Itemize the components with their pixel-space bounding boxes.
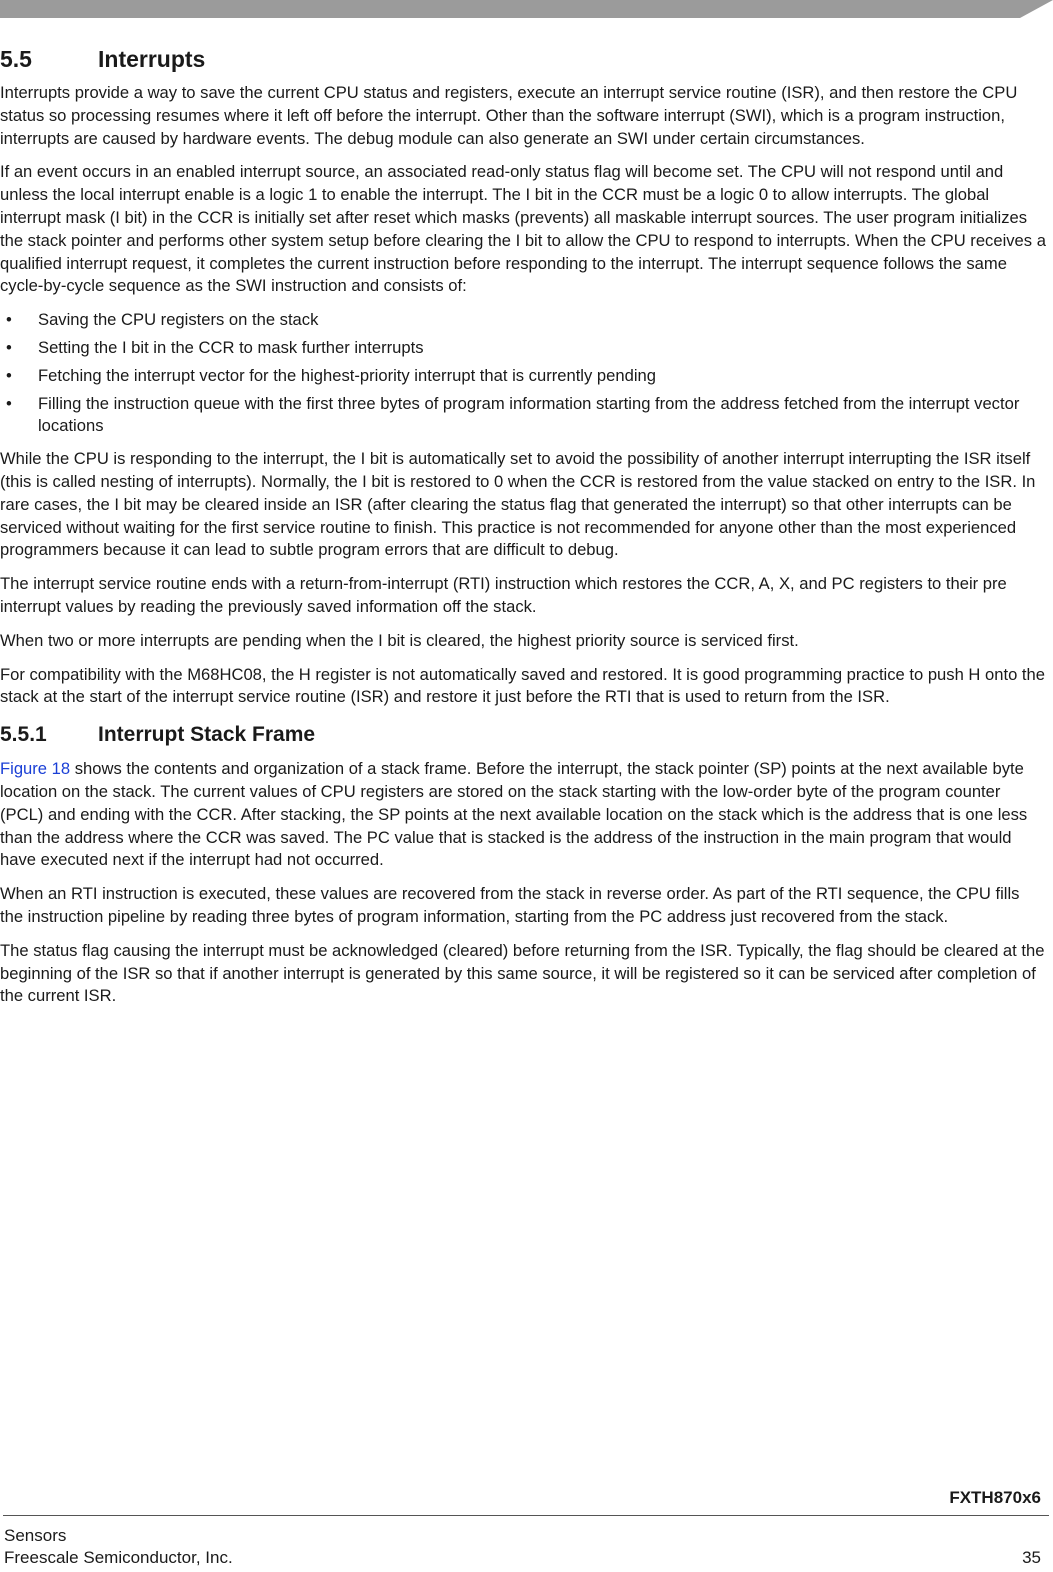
header-band <box>0 0 1053 20</box>
list-item <box>0 365 1046 388</box>
paragraph: When an RTI instruction is executed, these values are recovered from the stack in reverse order. As part of the RTI sequence, the CPU fills the instruction pipeline by reading three bytes of program information, starting from the PC address just recovered from the stack. <box>0 884 1020 926</box>
list-item-text: Setting the I bit in the CCR to mask further interrupts <box>38 337 424 357</box>
section-number: 5.5 <box>0 46 32 72</box>
list-item-text: Fetching the interrupt vector for the highest-priority interrupt that is currently pending <box>38 365 656 385</box>
footer-divider <box>3 1515 1049 1516</box>
bullet-icon: • <box>6 310 12 330</box>
section-title: Interrupts <box>98 46 206 72</box>
paragraph: For compatibility with the M68HC08, the H register is not automatically saved and restored. It is good programming practice to push H onto the stack at the start of the interrupt service routine (ISR) and restore it just before the RTI that is used to return from the ISR. <box>0 664 1045 707</box>
paragraph: While the CPU is responding to the interrupt, the I bit is automatically set to avoid the possibility of another interrupt interrupting the ISR itself (this is called nesting of interrupts). Normally, the I bit is restored to 0 when the CCR is restored from the value stacked on entry to the ISR. In rare cases, the I bit may be cleared inside an ISR (after clearing the status flag that generated the interrupt) so that other interrupts can be serviced without waiting for the first service routine to finish. This practice is not recommended for anyone other than the most experienced programmers because it can lead to subtle program errors that are difficult to debug. <box>0 449 1036 560</box>
paragraph: Interrupts provide a way to save the current CPU status and registers, execute an interrupt service routine (ISR), and then restore the CPU status so processing resumes where it left off before the interrupt. Other than the software interrupt (SWI), which is a program instruction, interrupts are caused by hardware events. The debug module can also generate an SWI under certain circumstances. <box>0 83 1018 148</box>
bullet-icon: • <box>6 365 12 385</box>
page-content <box>0 44 1046 1019</box>
subsection-number: 5.5.1 <box>0 723 47 747</box>
list-item-text: Filling the instruction queue with the first three bytes of program information starting from the address fetched from the interrupt vector locations <box>38 393 1020 436</box>
subsection-heading <box>0 721 1046 749</box>
section-heading <box>0 44 1046 74</box>
page-number: 35 <box>1022 1548 1041 1567</box>
subsection-title: Interrupt Stack Frame <box>98 723 316 747</box>
footer-company: Freescale Semiconductor, Inc. <box>4 1548 233 1567</box>
paragraph: When two or more interrupts are pending when the I bit is cleared, the highest priority source is serviced first. <box>0 630 799 650</box>
footer-category: Sensors <box>4 1526 67 1545</box>
paragraph: The interrupt service routine ends with a return-from-interrupt (RTI) instruction which restores the CCR, A, X, and PC registers to their pre interrupt values by reading the previously saved information off the stack. <box>0 574 1007 616</box>
list-item <box>0 393 1046 439</box>
list-item <box>0 337 1046 360</box>
paragraph <box>0 758 1046 872</box>
bullet-icon: • <box>6 337 12 357</box>
list-item-text: Saving the CPU registers on the stack <box>38 310 319 330</box>
bullet-list <box>0 309 1046 438</box>
paragraph: The status flag causing the interrupt must be acknowledged (cleared) before returning from the ISR. Typically, the flag should be cleared at the beginning of the ISR so that if another interrupt is generated by this same source, it will be registered so it can be serviced after completion of the current ISR. <box>0 940 1045 1006</box>
footer-document-title: FXTH870x6 <box>949 1488 1041 1507</box>
figure-18-link[interactable]: Figure 18 <box>0 759 71 779</box>
paragraph-text: shows the contents and organization of a stack frame. Before the interrupt, the stack pointer (SP) points at the next available byte location on the stack. The current values of CPU registers are stored on the stack starting with the low-order byte of the program counter (PCL) and ending with the CCR. After stacking, the SP points at the next available location on the stack which is the address that is one less than the address where the CCR was saved. The PC value that is stacked is the address of the instruction in the main program that would have executed next if the interrupt had not occurred. <box>0 759 1028 870</box>
list-item <box>0 309 1046 332</box>
paragraph: If an event occurs in an enabled interrupt source, an associated read-only status flag will become set. The CPU will not respond until and unless the local interrupt enable is a logic 1 to enable the interrupt. The I bit in the CCR must be a logic 0 to allow interrupts. The global interrupt mask (I bit) in the CCR is initially set after reset which masks (prevents) all maskable interrupt sources. The user program initializes the stack pointer and performs other system setup before clearing the I bit to allow the CPU to respond to interrupts. When the CPU receives a qualified interrupt request, it completes the current instruction before responding to the interrupt. The interrupt sequence follows the same cycle-by-cycle sequence as the SWI instruction and consists of: <box>0 162 1046 296</box>
footer-publisher <box>4 1525 233 1569</box>
bullet-icon: • <box>6 393 12 413</box>
